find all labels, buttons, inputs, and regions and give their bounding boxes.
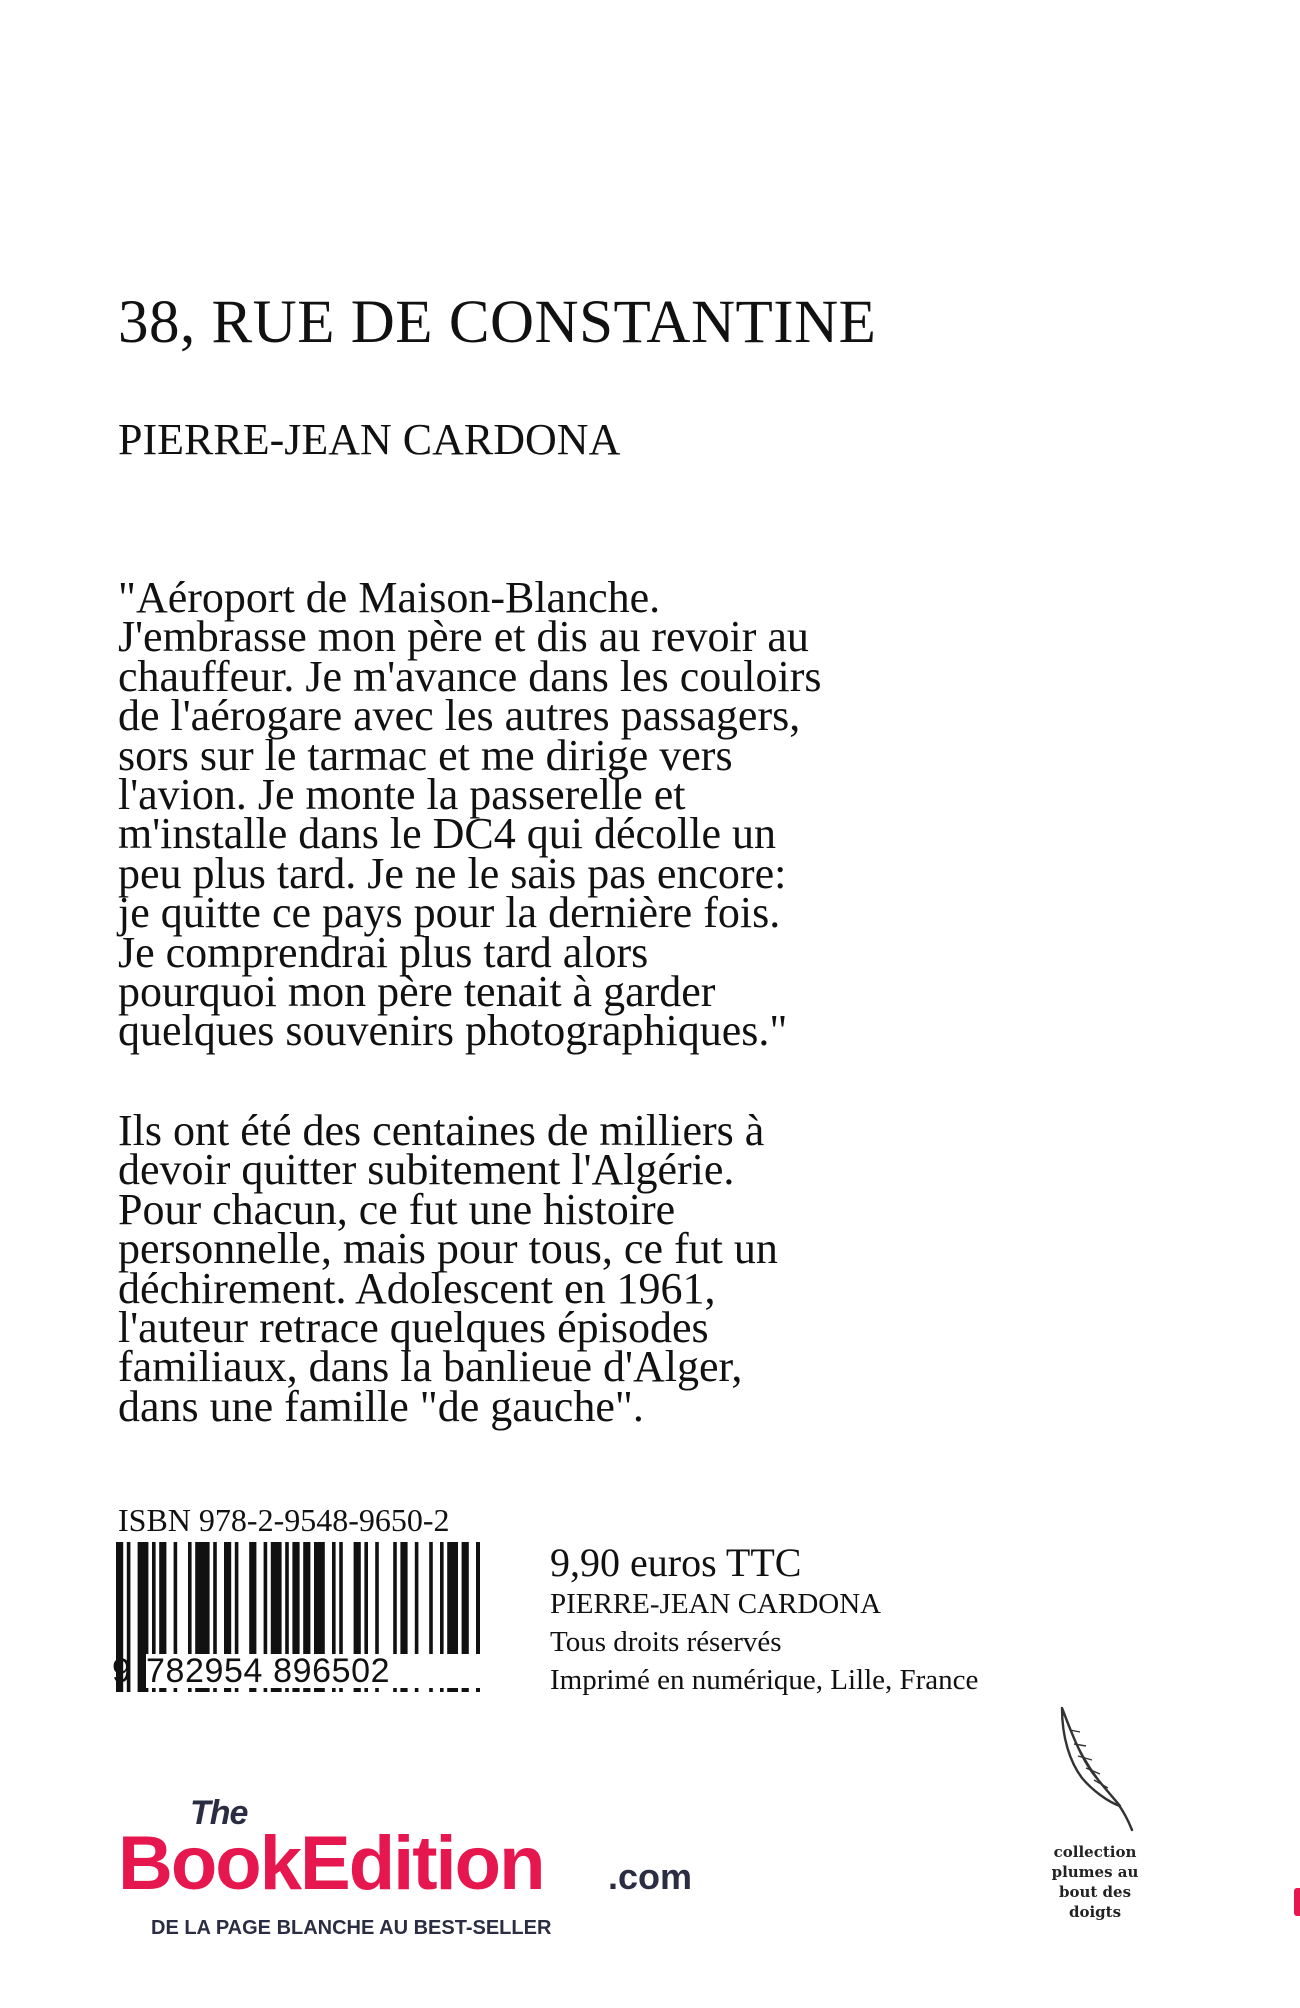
blurb-line: pourquoi mon père tenait à garder <box>118 967 716 1017</box>
blurb-line: "Aéroport de Maison-Blanche. <box>118 573 661 622</box>
imprint-author: PIERRE-JEAN CARDONA <box>550 1588 882 1620</box>
summary-line: Pour chacun, ce fut une histoire <box>118 1184 676 1234</box>
blurb-line: l'avion. Je monte la passerelle et <box>118 770 686 820</box>
summary-line: familiaux, dans la banlieue d'Alger, <box>118 1342 743 1392</box>
price: 9,90 euros TTC <box>550 1540 802 1585</box>
quill-icon <box>1048 1702 1138 1832</box>
barcode-first-digit: 9 <box>112 1652 131 1690</box>
imprint-printed: Imprimé en numérique, Lille, France <box>550 1664 979 1696</box>
collection-line: bout des <box>1058 1883 1132 1901</box>
blurb-summary <box>118 1106 1218 1431</box>
collection-line: doigts <box>1068 1903 1122 1921</box>
blurb-line: Je comprendrai plus tard alors <box>118 927 649 977</box>
summary-line: dans une famille "de gauche". <box>118 1381 644 1431</box>
blurb-line: je quitte ce pays pour la dernière fois. <box>118 888 781 938</box>
collection-line: collection <box>1053 1843 1137 1861</box>
logo-the: The <box>190 1794 248 1832</box>
logo-dotcom: .com <box>608 1856 693 1897</box>
blurb-line: de l'aérogare avec les autres passagers, <box>118 691 801 741</box>
summary-line: déchirement. Adolescent en 1961, <box>118 1263 716 1313</box>
summary-line: devoir quitter subitement l'Algérie. <box>118 1145 735 1195</box>
collection-label <box>1040 1842 1150 1922</box>
blurb-line: sors sur le tarmac et me dirige vers <box>118 730 733 780</box>
blurb-line: quelques souvenirs photographiques." <box>118 1006 788 1056</box>
isbn-label: ISBN 978-2-9548-9650-2 <box>118 1502 450 1538</box>
barcode-digits: 782954 896502 <box>146 1654 482 1688</box>
blurb-line: J'embrasse mon père et dis au revoir au <box>118 612 809 662</box>
summary-line: personnelle, mais pour tous, ce fut un <box>118 1224 778 1274</box>
collection-line: plumes au <box>1051 1863 1139 1881</box>
blurb-line: m'installe dans le DC4 qui décolle un <box>118 809 777 859</box>
blurb-quote <box>118 573 1218 1056</box>
logo-wordmark: BookEdition <box>118 1821 544 1906</box>
imprint-rights: Tous droits réservés <box>550 1626 782 1658</box>
summary-line: Ils ont été des centaines de milliers à <box>118 1106 765 1155</box>
edge-mark <box>1294 1888 1300 1916</box>
logo-tagline: DE LA PAGE BLANCHE AU BEST-SELLER <box>151 1917 552 1939</box>
blurb-line: chauffeur. Je m'avance dans les couloirs <box>118 651 822 701</box>
summary-line: l'auteur retrace quelques épisodes <box>118 1303 709 1353</box>
book-title: 38, RUE DE CONSTANTINE <box>118 289 877 356</box>
blurb-line: peu plus tard. Je ne le sais pas encore: <box>118 848 787 898</box>
book-author: PIERRE-JEAN CARDONA <box>118 415 621 464</box>
